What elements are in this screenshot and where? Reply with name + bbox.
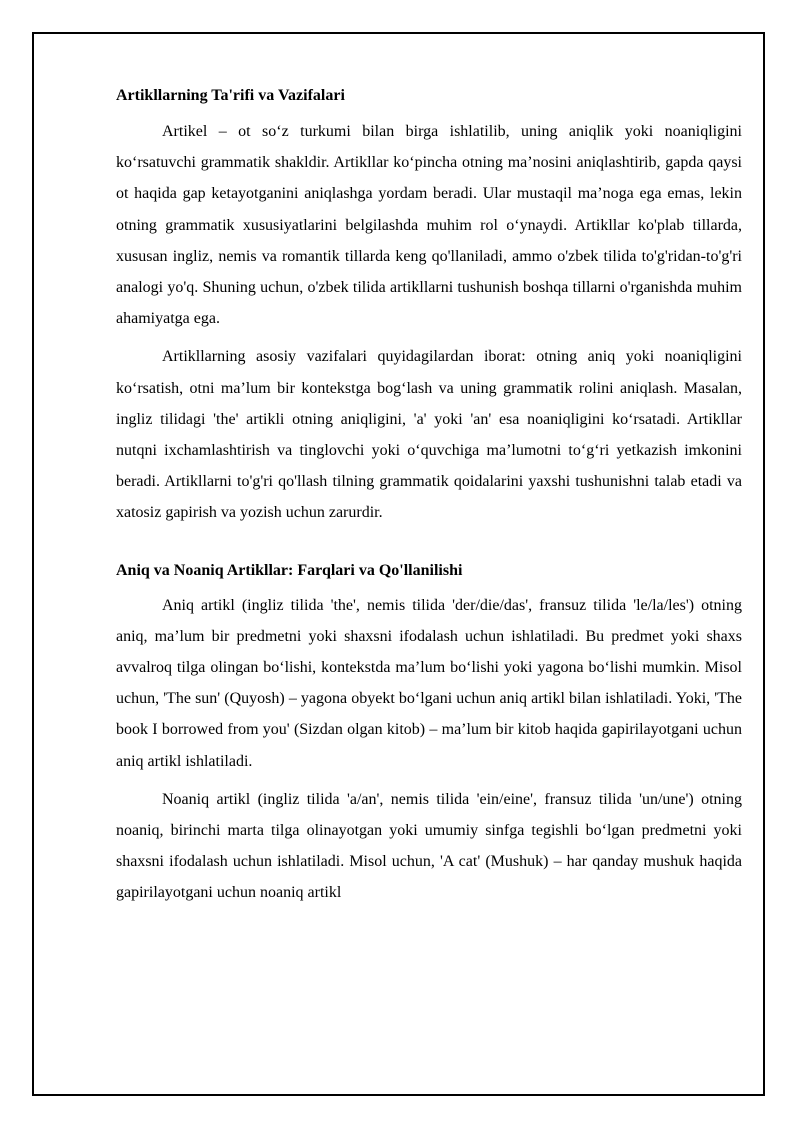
document-body (116, 84, 742, 916)
paragraph-definition-2: Artikllarning asosiy vazifalari quyidagilardan iborat: otning aniq yoki noaniqligini ko‘rsatish, otni ma’lum bir kontekstga bog‘lash va uning grammatik rolini aniqlash. Masalan, ingliz tilidagi 'the' artikli otning aniqligini, 'a' yoki 'an' esa noaniqligini ko‘rsatadi. Artikllar nutqni ixchamlashtirish va tinglovchi yoki o‘quvchiga ma’lumotni to‘g‘ri yetkazish imkonini beradi. Artikllarni to'g'ri qo'llash tilning grammatik qoidalarini yaxshi tushunishni talab etadi va xatosiz gapirish va yozish uchun zarurdir. (116, 348, 742, 522)
paragraph-definition-1: Artikel – ot so‘z turkumi bilan birga ishlatilib, uning aniqlik yoki noaniqligini ko‘rsatuvchi grammatik shakldir. Artikllar ko‘pincha otning ma’nosini aniqlashtirib, gapda qaysi ot haqida gap ketayotganini aniqlashga yordam beradi. Ular mustaqil ma’noga ega emas, lekin otning grammatik xususiyatlarini belgilashda muhim rol o‘ynaydi. Artikllar ko'plab tillarda, xususan ingliz, nemis va romantik tillarda keng qo'llaniladi, ammo o'zbek tilida to'g'ridan-to'g'ri analogi yo'q. Shuning uchun, o'zbek tilida artikllarni tushunish boshqa tillarni o'rganishda muhim ahamiyatga ega. (116, 123, 742, 328)
paragraph-definite-article: Aniq artikl (ingliz tilida 'the', nemis tilida 'der/die/das', fransuz tilida 'le/la/les') otning aniq, ma’lum bir predmetni yoki shaxsni ifodalash uchun ishlatiladi. Bu predmet yoki shaxs avvalroq tilga olingan bo‘lishi, kontekstda ma’lum bo‘lishi yoki yagona bo‘lishi mumkin. Misol uchun, 'The sun' (Quyosh) – yagona obyekt bo‘lgani uchun aniq artikl bilan ishlatiladi. Yoki, 'The book I borrowed from you' (Sizdan olgan kitob) – ma’lum bir kitob haqida gapirilayotgani uchun aniq artikl ishlatiladi. (116, 596, 742, 770)
paragraph-indefinite-article: Noaniq artikl (ingliz tilida 'a/an', nemis tilida 'ein/eine', fransuz tilida 'un/une') otning noaniq, birinchi marta tilga olinayotgan yoki umumiy sinfga tegishli bo‘lgan predmetni yoki shaxsni ifodalash uchun ishlatiladi. Misol uchun, 'A cat' (Mushuk) – har qanday mushuk haqida gapirilayotgani uchun noaniq artikl (116, 790, 742, 902)
section-heading-types: Aniq va Noaniq Artikllar: Farqlari va Qo'llanilishi (116, 561, 463, 579)
section-heading-definition: Artikllarning Ta'rifi va Vazifalari (116, 87, 345, 104)
